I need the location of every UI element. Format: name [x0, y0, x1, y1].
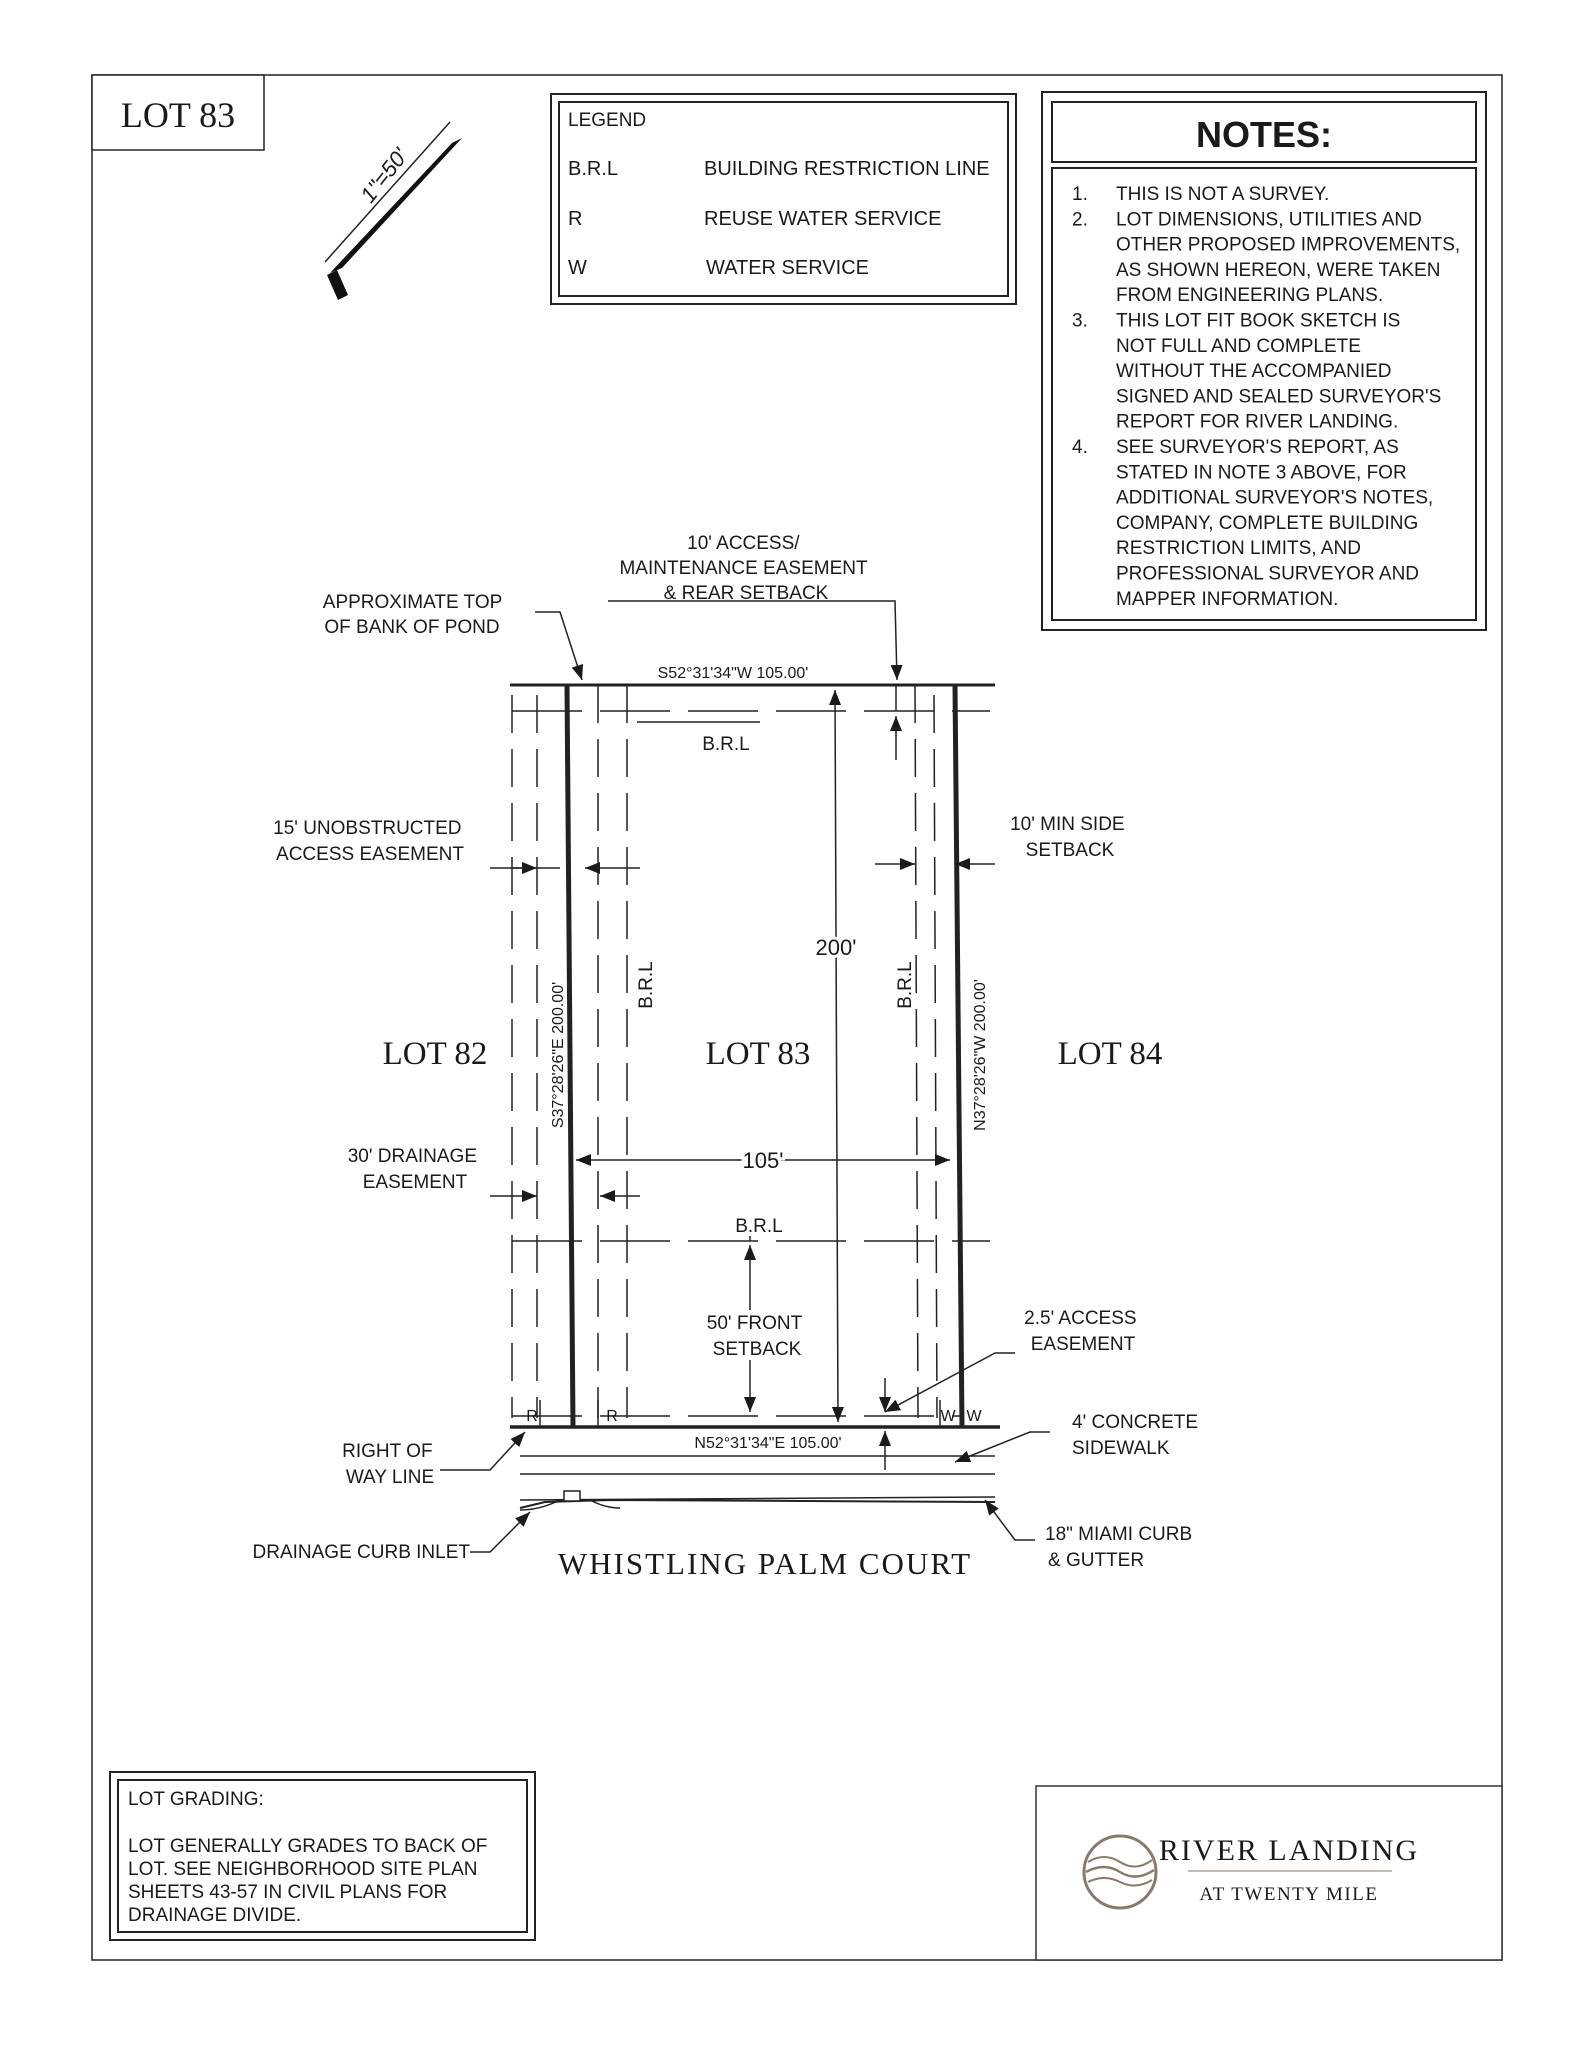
curb-line: [520, 1497, 995, 1500]
sheet-border: [92, 75, 1502, 1960]
note-line: FROM ENGINEERING PLANS.: [1116, 285, 1384, 307]
note-line: LOT DIMENSIONS, UTILITIES AND: [1116, 209, 1422, 231]
brand-name: RIVER LANDING: [1158, 1834, 1420, 1867]
width-dim-label: 105': [742, 1148, 784, 1173]
curb-gutter-callout: 18" MIAMI CURB & GUTTER: [1045, 1524, 1193, 1571]
note-number: 1.: [1072, 184, 1088, 205]
note-line: THIS LOT FIT BOOK SKETCH IS: [1116, 310, 1401, 332]
note-line: COMPANY, COMPLETE BUILDING: [1116, 512, 1419, 534]
right-bearing: N37°28'26"W 200.00': [972, 979, 989, 1131]
brand-block: [1036, 1786, 1502, 1960]
depth-dim: [835, 690, 838, 1422]
street-name: WHISTLING PALM COURT: [557, 1546, 973, 1581]
legend-desc: WATER SERVICE: [706, 257, 869, 279]
note-line: THIS IS NOT A SURVEY.: [1116, 184, 1330, 205]
brl-right: [915, 685, 918, 1418]
note-line: NOT FULL AND COMPLETE: [1116, 335, 1361, 357]
scale-bar: [325, 122, 462, 300]
front-setback-callout: 50' FRONT SETBACK: [706, 1313, 802, 1360]
lot-tag: [92, 75, 264, 150]
brl-rear-label: B.R.L: [702, 734, 750, 755]
curb-inlet-grate: [564, 1491, 580, 1501]
unobstructed-easement-callout: 15' UNOBSTRUCTED ACCESS EASEMENT: [273, 818, 464, 865]
water-service-w: W: [940, 1408, 956, 1425]
front-bearing: N52°31'34"E 105.00': [694, 1435, 842, 1452]
note-line: SEE SURVEYOR'S REPORT, AS: [1116, 437, 1399, 458]
water-service-w: W: [966, 1408, 982, 1425]
note-number: 3.: [1072, 310, 1088, 332]
reuse-service-r: R: [526, 1408, 538, 1425]
note-line: REPORT FOR RIVER LANDING.: [1116, 411, 1399, 433]
sidewalk-callout: 4' CONCRETE SIDEWALK: [1072, 1412, 1199, 1459]
lot-84-label: LOT 84: [1057, 1036, 1163, 1072]
note-number: 4.: [1072, 437, 1088, 458]
left-bearing: S37°28'26"E 200.00': [550, 981, 567, 1129]
curb-inlet-callout: DRAINAGE CURB INLET: [252, 1542, 470, 1563]
right-lot-line: [955, 685, 962, 1427]
lot-plan: [510, 685, 1000, 1510]
note-line: RESTRICTION LIMITS, AND: [1116, 538, 1361, 560]
lot-grading-box: [110, 1772, 535, 1940]
rear-easement-callout: 10' ACCESS/ MAINTENANCE EASEMENT & REAR SETBACK: [619, 533, 868, 604]
right-of-way-callout: RIGHT OF WAY LINE: [342, 1441, 435, 1488]
lot-83-label: LOT 83: [705, 1036, 811, 1072]
notes-title: NOTES:: [1195, 114, 1333, 155]
access-easement-line: [934, 695, 937, 1418]
depth-dim-label: 200': [815, 935, 857, 960]
brl-right-label: B.R.L: [895, 961, 916, 1009]
note-line: OTHER PROPOSED IMPROVEMENTS,: [1116, 234, 1461, 256]
legend-key: R: [568, 208, 583, 230]
note-line: STATED IN NOTE 3 ABOVE, FOR: [1116, 462, 1407, 484]
grading-title: LOT GRADING:: [128, 1789, 264, 1810]
note-line: SIGNED AND SEALED SURVEYOR'S: [1116, 386, 1442, 408]
rear-bearing: S52°31'34"W 105.00': [657, 665, 809, 682]
access-easement-callout: 2.5' ACCESS EASEMENT: [1024, 1308, 1137, 1355]
note-line: AS SHOWN HEREON, WERE TAKEN: [1116, 259, 1441, 281]
reuse-service-r: R: [606, 1408, 618, 1425]
note-number: 2.: [1072, 209, 1088, 231]
left-lot-line: [567, 685, 573, 1427]
grading-line: LOT GENERALLY GRADES TO BACK OF: [128, 1836, 488, 1857]
top-of-bank-callout: APPROXIMATE TOP OF BANK OF POND: [322, 592, 502, 638]
notes-box: [1042, 92, 1486, 630]
grading-line: LOT. SEE NEIGHBORHOOD SITE PLAN: [128, 1859, 478, 1880]
grading-line: DRAINAGE DIVIDE.: [128, 1905, 302, 1926]
note-line: PROFESSIONAL SURVEYOR AND: [1116, 563, 1420, 585]
note-line: MAPPER INFORMATION.: [1116, 588, 1339, 610]
side-setback-callout: 10' MIN SIDE SETBACK: [1010, 814, 1125, 861]
grading-text: [128, 1836, 487, 1926]
drainage-easement-callout: 30' DRAINAGE EASEMENT: [347, 1146, 477, 1193]
note-line: WITHOUT THE ACCOMPANIED: [1116, 361, 1392, 383]
grading-line: SHEETS 43-57 IN CIVIL PLANS FOR: [128, 1882, 448, 1903]
plan-labels: [253, 533, 1204, 1581]
legend-desc: BUILDING RESTRICTION LINE: [704, 158, 990, 180]
notes-list: [1072, 184, 1460, 610]
note-line: ADDITIONAL SURVEYOR'S NOTES,: [1116, 487, 1434, 509]
scale-text: 1"=50': [355, 143, 413, 208]
brl-front-label: B.R.L: [735, 1216, 783, 1237]
legend-key: W: [568, 257, 587, 279]
legend-title: LEGEND: [568, 110, 647, 131]
lot-tag-text: LOT 83: [120, 95, 236, 135]
lot-82-label: LOT 82: [382, 1036, 488, 1072]
brl-left-label: B.R.L: [636, 961, 657, 1009]
legend-key: B.R.L: [568, 158, 619, 180]
brand-sub: AT TWENTY MILE: [1199, 1884, 1379, 1905]
legend-desc: REUSE WATER SERVICE: [704, 208, 942, 230]
legend-box: [551, 94, 1016, 304]
